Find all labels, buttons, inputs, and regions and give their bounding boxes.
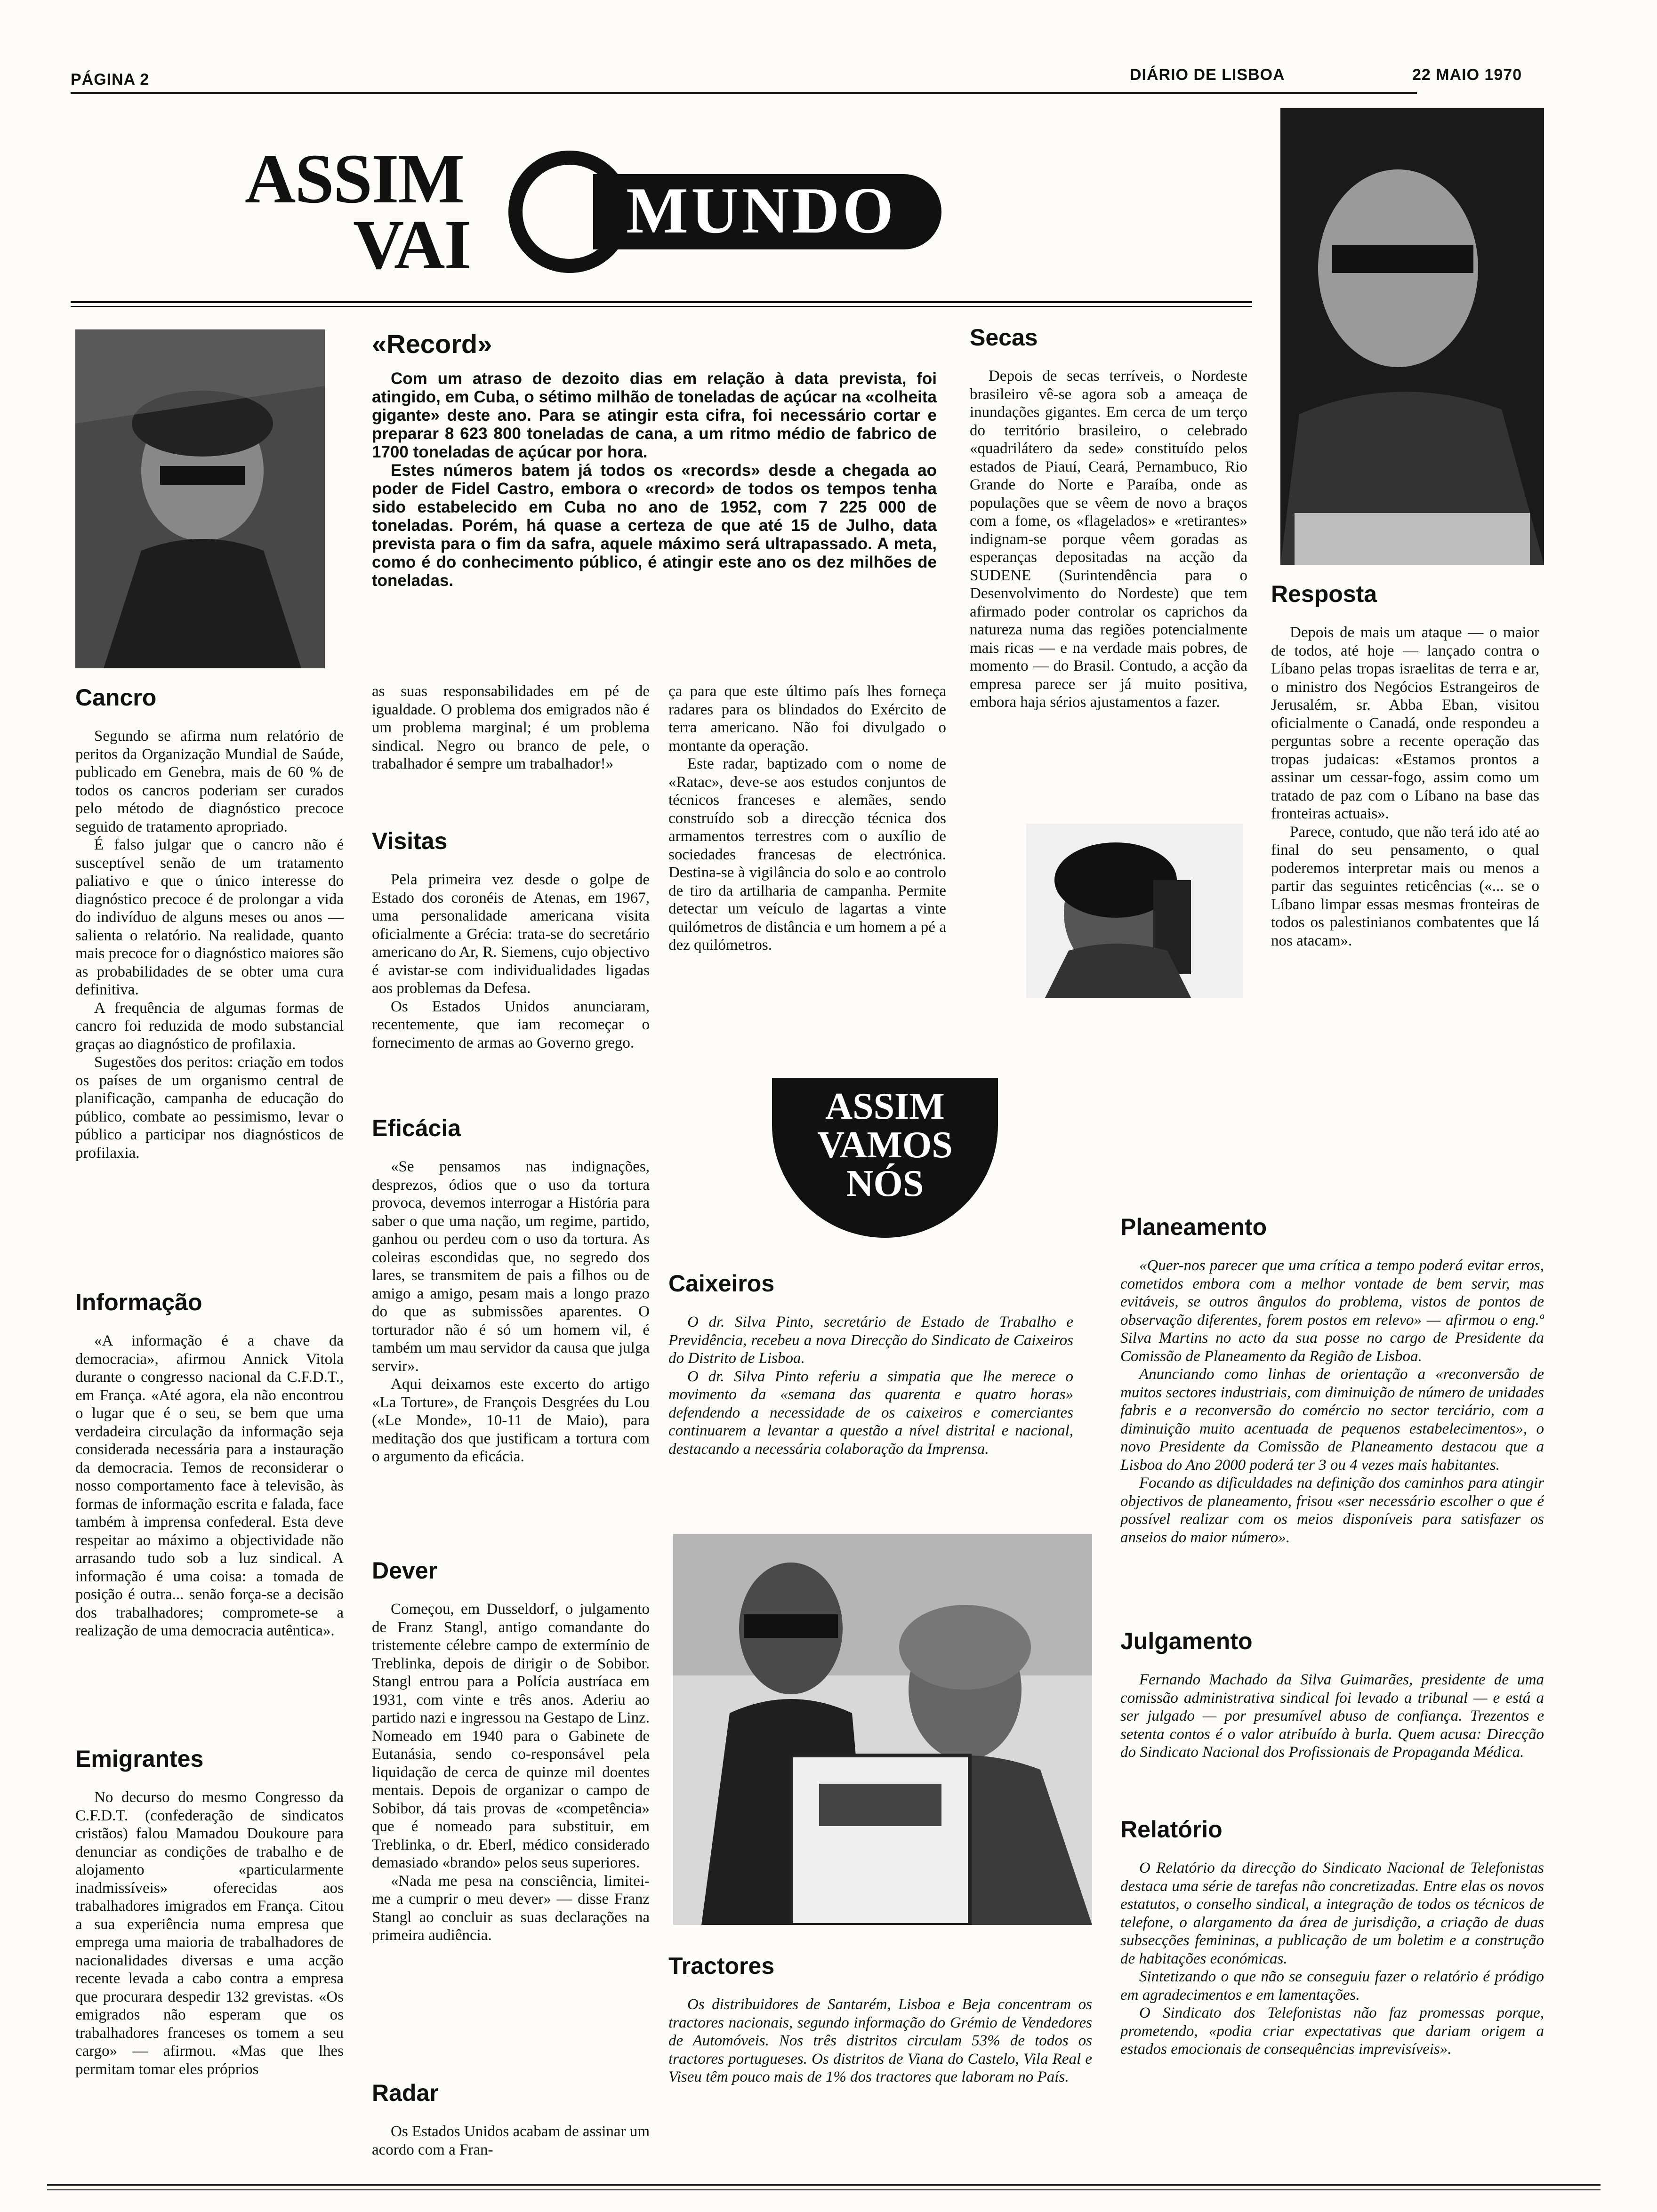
record-title: «Record» xyxy=(372,329,492,359)
col3-continuation xyxy=(668,682,946,1021)
informacao-text xyxy=(75,1332,344,1737)
secas-paragraph: Depois de secas terríveis, o Nordeste brasileiro vê-se agora sob a ameaça de inundações gigantes. Em cerca de um terço do território brasileiro, o celebrado «quadrilátero da sede» constituído pelos estados de Piauí, Ceará, Pernambuco, Rio Grande do Norte e Paraíba, onde as populações que se vêem de novo a braços com a fome, os «flagelados» e «retirantes» indignam-se porque vêem goradas as esperanças depositadas na acção da SUDENE (Surintendência para o Desenvolvimento do Nordeste) que tem afirmado poder controlar os caprichos da natureza numa das regiões potencialmente mais ricas — e na verdade mais pobres, de momento — do Brasil. Contudo, a acção da empresa parece ser já muito positiva, embora haja sérios ajustamentos a fazer. xyxy=(970,368,1247,711)
dever-paragraph-1: Começou, em Dusseldorf, o julgamento de Franz Stangl, antigo comandante do tristemente célebre campo de extermínio de Treblinka, depois de dirigir o de Sobibor. Stangl entrou para a Polícia austríaca em 1931, com vinte e três anos. Aderiu ao partido nazi e ingressou na Gestapo de Linz. Nomeado em 1940 para o Gabinete de Eutanásia, sendo co-responsável pela liquidação de cerca de quinze mil doentes mentais. Depois de organizar o campo de Sobibor, dá tais provas de «competência» que é nomeado para substituir, em Treblinka, o dr. Eberl, médico considerado demasiado «brando» pelos seus superiores. xyxy=(372,1601,650,1871)
julgamento-text xyxy=(1120,1671,1544,1798)
visitas-title: Visitas xyxy=(372,828,448,854)
tractores-paragraph-1: Os distribuidores de Santarém, Lisboa e Beja concentram os tractores nacionais, segundo informação do Grémio de Vendedores de Automóveis. Nos três distritos circulam 53% de todos os tractores portugueses. Os distritos de Viana do Castelo, Vila Real e Viseu têm pouco mais de 1% dos tractores que laboram no País. xyxy=(668,1996,1092,2085)
photo-couple-machine-icon xyxy=(673,1534,1092,1925)
masthead-rule xyxy=(71,301,1252,303)
masthead-line1: ASSIM xyxy=(245,140,464,218)
emigrantes-text xyxy=(75,1788,344,2146)
visitas-paragraph-1: Pela primeira vez desde o golpe de Estado dos coronéis de Atenas, em 1967, uma personalidade americana visita oficialmente a Grécia: trata-se do secretário americano do Ar, R. Siemens, cujo objectivo é avistar-se com individualidades ligadas aos problemas da Defesa. xyxy=(372,871,650,997)
newspaper-name: DIÁRIO DE LISBOA xyxy=(1130,66,1285,84)
relatorio-paragraph-2: Sintetizando o que não se conseguiu fazer o relatório é pródigo em agradecimentos e em lamentações. xyxy=(1120,1968,1544,2004)
julgamento-title: Julgamento xyxy=(1120,1628,1253,1654)
col3-paragraph-2: Este radar, baptizado com o nome de «Ratac», deve-se aos estudos conjuntos de técnicos franceses e alemães, sendo construído sob a direcção técnica dos armamentos terrestres com o auxílio de sociedades francesas de electrónica. Destina-se à vigilância do solo e ao controlo de tiro da artilharia de campanha. Permite detectar um veículo de lagartas a vinte quilómetros de distância e um homem a pé a dez quilómetros. xyxy=(668,755,946,954)
caixeiros-text xyxy=(668,1313,1073,1534)
eficacia-title: Eficácia xyxy=(372,1115,461,1141)
header-rule xyxy=(71,92,1417,94)
assim-vamos-nos-badge xyxy=(772,1078,998,1238)
badge-line3: NÓS xyxy=(846,1163,924,1204)
cancro-paragraph-2: É falso julgar que o cancro não é susceptível senão de um tratamento paliativo e que o único interesse do diagnóstico precoce é de prolongar a vida do indivíduo de alguns meses ou anos — salienta o relatório. Na realidade, quanto mais precoce for o diagnóstico maiores são as probabilidades de se obter uma cura definitiva. xyxy=(75,836,344,998)
radar-paragraph-1: Os Estados Unidos acabam de assinar um acordo com a Fran- xyxy=(372,2123,650,2158)
tractores-title: Tractores xyxy=(668,1953,775,1979)
relatorio-paragraph-3: O Sindicato dos Telefonistas não faz promessas porque, prometendo, «podia criar expectativas que dariam origem a estados emocionais de consequências imprevisíveis». xyxy=(1120,2004,1544,2058)
footer-rule-thin xyxy=(47,2189,1601,2190)
footer-rule xyxy=(47,2184,1601,2186)
masthead-word-box xyxy=(593,174,941,249)
planeamento-paragraph-2: Anunciando como linhas de orientação a «reconversão de muitos sectores industriais, com diminuição de número de unidades fabris e a reconversão do comércio no sector terciário, com a diminuição muito acentuada de pequenos estabelecimentos», o novo Presidente da Comissão de Planeamento destacou que a Lisboa do Ano 2000 poderá ter 3 ou 4 vezes mais habitantes. xyxy=(1120,1366,1544,1474)
informacao-title: Informação xyxy=(75,1289,202,1315)
caixeiros-title: Caixeiros xyxy=(668,1270,775,1297)
masthead-word: MUNDO xyxy=(626,174,897,247)
cancro-paragraph-3: A frequência de algumas formas de cancro foi reduzida de modo substancial graças ao diagnóstico de profilaxia. xyxy=(75,999,344,1053)
emigrantes-title: Emigrantes xyxy=(75,1746,204,1772)
badge-line2: VAMOS xyxy=(817,1124,953,1166)
resposta-paragraph-2: Parece, contudo, que não terá ido até ao final do seu pensamento, o qual poderemos interpretar mais ou menos a partir das seguintes reticências («... se o Líbano limpar essas mesmas fronteiras de todos os palestinianos combatentes que lá nos atacam». xyxy=(1271,823,1539,949)
photo-man-glasses-icon xyxy=(1280,108,1544,565)
secas-title: Secas xyxy=(970,324,1038,351)
visitas-text xyxy=(372,871,650,1125)
tractores-text xyxy=(668,1996,1092,2165)
resposta-paragraph-1: Depois de mais um ataque — o maior de todos, até hoje — lançado contra o Líbano pelas tropas israelitas de terra e ar, o ministro dos Negócios Estrangeiros de Jerusalém, sr. Abba Eban, visitou oficialmente o Canadá, onde respondeu a perguntas sobre a recente operação das tropas judaicas: «Estamos prontos a assinar um cessar-fogo, assim como um tratado de paz com o Líbano na base das fronteiras actuais». xyxy=(1271,624,1539,822)
resposta-title: Resposta xyxy=(1271,581,1377,607)
col2-continuation xyxy=(372,682,650,838)
planeamento-title: Planeamento xyxy=(1120,1214,1267,1240)
record-text xyxy=(372,369,937,652)
masthead-rule-thin xyxy=(71,306,1252,307)
caixeiros-paragraph-1: O dr. Silva Pinto, secretário de Estado de Trabalho e Previdência, recebeu a nova Direcção do Sindicato de Caixeiros do Distrito de Lisboa. xyxy=(668,1314,1073,1367)
relatorio-title: Relatório xyxy=(1120,1816,1223,1843)
planeamento-paragraph-1: «Quer-nos parecer que uma crítica a tempo poderá evitar erros, cometidos embora com a melhor vontade de bem servir, mas evitáveis, se outros ângulos do problema, vistos de pontos de observação diferentes, forem postos em relevo» — afirmou o eng.º Silva Martins no acto da sua posse no cargo de Presidente da Comissão de Planeamento da Região de Lisboa. xyxy=(1120,1257,1544,1365)
col3-paragraph-1: ça para que este último país lhes forneça radares para os blindados do Exército de terra americano. Não foi divulgado o montante da operação. xyxy=(668,683,946,754)
eficacia-paragraph-2: Aqui deixamos este excerto do artigo «La Torture», de François Desgrées du Lou («Le Monde», 10-11 de Maio), para meditação dos que justificam a tortura com o argumento da eficácia. xyxy=(372,1376,650,1465)
cancro-paragraph-1: Segundo se afirma num relatório de peritos da Organização Mundial de Saúde, publicado em Genebra, mais de 60 % de todos os cancros poderiam ser curados pelo método de diagnóstico precoce seguido de tratamento apropriado. xyxy=(75,728,344,835)
radar-title: Radar xyxy=(372,2080,439,2106)
emigrantes-paragraph-1: No decurso do mesmo Congresso da C.F.D.T. (confederação de sindicatos cristãos) falou Mamadou Doukoure para denunciar as condições de trabalho e de alojamento «particularmente inadmissíveis» oferecidas aos trabalhadores imigrados em França. Citou a sua experiência numa empresa que emprega uma maioria de trabalhadores de nacionalidades diversas e uma acção recente levada a cabo contra a empresa que procurara despedir 132 grevistas. «Os emigrados não esperam que os trabalhadores franceses os tomem a seu cargo» — afirmou. «Mas que lhes permitam tomar eles próprios xyxy=(75,1789,344,2078)
eficacia-text xyxy=(372,1158,650,1553)
relatorio-paragraph-1: O Relatório da direcção do Sindicato Nacional de Telefonistas destaca uma série de tarefas não concretizadas. Entre elas os novos estatutos, o conselho sindical, a integração de todos os técnicos de telefone, o alargamento da área de jurisdição, a criação de duas subsecções femininas, a publicação de um boletim e a construção de habitações económicas. xyxy=(1120,1859,1544,1967)
planeamento-text xyxy=(1120,1257,1544,1610)
dever-text xyxy=(372,1600,650,2071)
cancro-text xyxy=(75,727,344,1245)
dever-title: Dever xyxy=(372,1557,437,1584)
page-label: PÁGINA 2 xyxy=(71,71,150,88)
julgamento-paragraph-1: Fernando Machado da Silva Guimarães, presidente de uma comissão administrativa sindical foi levado a tribunal — e está a ser julgado — por presumível abuso de confiança. Trezentos e setenta contos é o valor atribuído à burla. Quem acusa: Direcção do Sindicato Nacional dos Profissionais de Propaganda Médica. xyxy=(1120,1671,1544,1761)
eficacia-paragraph-1: «Se pensamos nas indignações, desprezos, ódios que o uso da tortura provoca, devemos interrogar a História para saber o que uma nação, um regime, partido, ganhou ou perdeu com o uso da tortura. As coleiras escondidas que, no segredo dos lares, se transmitem de pais a filhos ou de amigo a amigo, pesam mais a longo prazo do que as submissões aparentes. O torturador não é só um homem vil, é também um mau servidor da causa que julga servir». xyxy=(372,1158,650,1375)
issue-date: 22 MAIO 1970 xyxy=(1412,66,1522,84)
visitas-paragraph-2: Os Estados Unidos anunciaram, recentemente, que iam recomeçar o fornecimento de armas ao Governo grego. xyxy=(372,998,650,1051)
cancro-paragraph-4: Sugestões dos peritos: criação em todos os países de um organismo central de planificação, campanha de educação do público, combate ao pessimismo, levar o público a participar nos diagnósticos de profilaxia. xyxy=(75,1054,344,1162)
photo-soldier-icon xyxy=(75,329,325,668)
masthead xyxy=(245,140,960,284)
planeamento-paragraph-3: Focando as dificuldades na definição dos caminhos para atingir objectivos de planeamento, frisou «ser necessário escolher o que é possível realizar com os meios disponíveis para satisfazer os anseios do maior número». xyxy=(1120,1475,1544,1546)
badge-line1: ASSIM xyxy=(825,1086,945,1127)
record-paragraph-2: Estes números batem já todos os «records» desde a chegada ao poder de Fidel Castro, embora o «record» de todos os tempos tenha sido estabelecido em Cuba no ano de 1952, com 7 225 000 de toneladas. Porém, há quase a certeza de que até 15 de Julho, data prevista para o fim da safra, aquele máximo será ultrapassado. A meta, como é do conhecimento público, é atingir este ano os dez milhões de toneladas. xyxy=(372,461,937,590)
photo-woman-phone-icon xyxy=(1026,824,1243,998)
col2-continuation-text: as suas responsabilidades em pé de igualdade. O problema dos emigrados não é um problema marginal; é um problema sindical. Negro ou branco de pele, o trabalhador é sempre um trabalhador!» xyxy=(372,683,650,772)
record-paragraph-1: Com um atraso de dezoito dias em relação à data prevista, foi atingido, em Cuba, o sétimo milhão de toneladas de açúcar na «colheita gigante» deste ano. Para se atingir esta cifra, foi necessário cortar e preparar 8 623 800 toneladas de cana, a um ritmo médio de fabrico de 1700 toneladas de açúcar por hora. xyxy=(372,369,937,461)
relatorio-text xyxy=(1120,1859,1544,2151)
radar-text xyxy=(372,2123,650,2165)
secas-text xyxy=(970,367,1247,819)
resposta-text xyxy=(1271,624,1539,1000)
dever-paragraph-2: «Nada me pesa na consciência, limitei-me a cumprir o meu dever» — disse Franz Stangl ao concluir as suas declarações na primeira audiência. xyxy=(372,1872,650,1944)
cancro-title: Cancro xyxy=(75,684,157,711)
masthead-line2: VAI xyxy=(353,206,471,284)
informacao-paragraph-1: «A informação é a chave da democracia», afirmou Annick Vitola durante o congresso nacional da C.F.D.T., em França. «Até agora, ela não encontrou o lugar que é o seu, se bem que uma verdadeira circulação da informação seja considerada necessária para a instauração da democracia. Temos de reconsiderar o nosso comportamento face à televisão, às formas de informação escrita e falada, face também à imprensa confederal. Esta deve respeitar ao máximo a objectividade não arrasando tudo sob a luz sindical. A informação é uma coisa: a tomada de posição é outra... senão força-se a decisão dos trabalhadores; compromete-se a realização de uma democracia autêntica». xyxy=(75,1332,344,1639)
caixeiros-paragraph-2: O dr. Silva Pinto referiu a simpatia que lhe merece o movimento da «semana das quarenta e quatro horas» defendendo a necessidade de os caixeiros e comerciantes continuarem a levantar a questão a nível distrital e nacional, destacando a necessária colaboração da Imprensa. xyxy=(668,1368,1073,1458)
